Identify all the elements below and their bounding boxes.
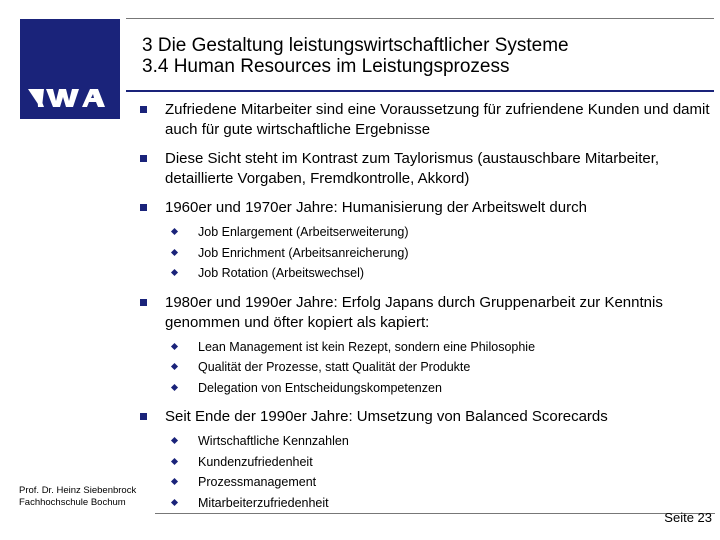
bullet-item — [138, 293, 713, 333]
diamond-bullet-icon — [171, 363, 178, 370]
sub-bullet-text: Wirtschaftliche Kennzahlen — [198, 434, 349, 448]
sub-bullet-item — [169, 337, 713, 358]
institution-name: Fachhochschule Bochum — [19, 497, 126, 508]
sub-bullet-text: Delegation von Entscheidungskompetenzen — [198, 380, 442, 395]
square-bullet-icon — [140, 204, 147, 211]
page-number: Seite 23 — [664, 510, 712, 525]
diamond-bullet-icon — [171, 228, 178, 235]
bullet-text: Diese Sicht steht im Kontrast zum Taylorismus (austauschbare Mitarbeiter, detaillierte Vorgaben, Fremdkontrolle, Akkord) — [165, 150, 660, 187]
diamond-bullet-icon — [171, 478, 178, 485]
sub-bullet-item — [169, 472, 713, 493]
sub-bullet-text: Mitarbeiterzufriedenheit — [198, 495, 329, 510]
square-bullet-icon — [140, 155, 147, 162]
sub-bullet-item — [169, 431, 713, 452]
sub-bullet-list — [138, 222, 713, 284]
diamond-bullet-icon — [171, 269, 178, 276]
sub-bullet-text: Lean Management ist kein Rezept, sondern eine Philosophie — [198, 339, 536, 354]
bottom-rule — [155, 513, 715, 514]
sub-bullet-item — [169, 243, 713, 264]
diamond-bullet-icon — [171, 342, 178, 349]
bullet-text: 1980er und 1990er Jahre: Erfolg Japans durch Gruppenarbeit zur Kenntnis genommen und öfter kopiert als kapiert: — [165, 293, 663, 331]
slide-title — [142, 35, 702, 77]
sub-bullet-item — [169, 378, 713, 399]
bullet-item — [138, 198, 713, 218]
bullet-item — [138, 100, 713, 140]
sub-bullet-text: Job Enlargement (Arbeitserweiterung) — [198, 225, 409, 239]
title-underline — [126, 90, 714, 92]
sub-bullet-item — [169, 452, 713, 473]
sub-bullet-text: Qualität der Prozesse, statt Qualität der Produkte — [198, 360, 471, 374]
bullet-list — [138, 98, 713, 513]
vwa-logo — [20, 19, 120, 119]
bullet-text: 1960er und 1970er Jahre: Humanisierung der Arbeitswelt durch — [165, 199, 587, 216]
square-bullet-icon — [140, 299, 147, 306]
footer-author — [19, 485, 136, 509]
vwa-logo-mark — [20, 19, 120, 119]
square-bullet-icon — [140, 413, 147, 420]
sub-bullet-item — [169, 263, 713, 284]
sub-bullet-text: Kundenzufriedenheit — [198, 454, 313, 469]
bullet-item — [138, 407, 713, 427]
diamond-bullet-icon — [171, 457, 178, 464]
sub-bullet-text: Job Rotation (Arbeitswechsel) — [198, 266, 365, 280]
top-rule — [126, 18, 714, 19]
bullet-item — [138, 149, 713, 189]
bullet-text: Zufriedene Mitarbeiter sind eine Voraussetzung für zufriendene Kunden und damit auch für gute wirtschaftliche Ergebnisse — [165, 101, 710, 138]
square-bullet-icon — [140, 106, 147, 113]
bullet-text: Seit Ende der 1990er Jahre: Umsetzung von Balanced Scorecards — [165, 408, 608, 425]
sub-bullet-text: Prozessmanagement — [198, 475, 317, 489]
sub-bullet-list — [138, 431, 713, 513]
sub-bullet-item — [169, 357, 713, 378]
diamond-bullet-icon — [171, 498, 178, 505]
title-line-2: 3.4 Human Resources im Leistungsprozess — [142, 56, 510, 77]
sub-bullet-text: Job Enrichment (Arbeitsanreicherung) — [198, 245, 409, 260]
sub-bullet-item — [169, 222, 713, 243]
title-line-1: 3 Die Gestaltung leistungswirtschaftlicher Systeme — [142, 35, 569, 56]
author-name: Prof. Dr. Heinz Siebenbrock — [19, 485, 137, 496]
sub-bullet-item — [169, 493, 713, 514]
sub-bullet-list — [138, 337, 713, 399]
diamond-bullet-icon — [171, 248, 178, 255]
diamond-bullet-icon — [171, 383, 178, 390]
diamond-bullet-icon — [171, 437, 178, 444]
